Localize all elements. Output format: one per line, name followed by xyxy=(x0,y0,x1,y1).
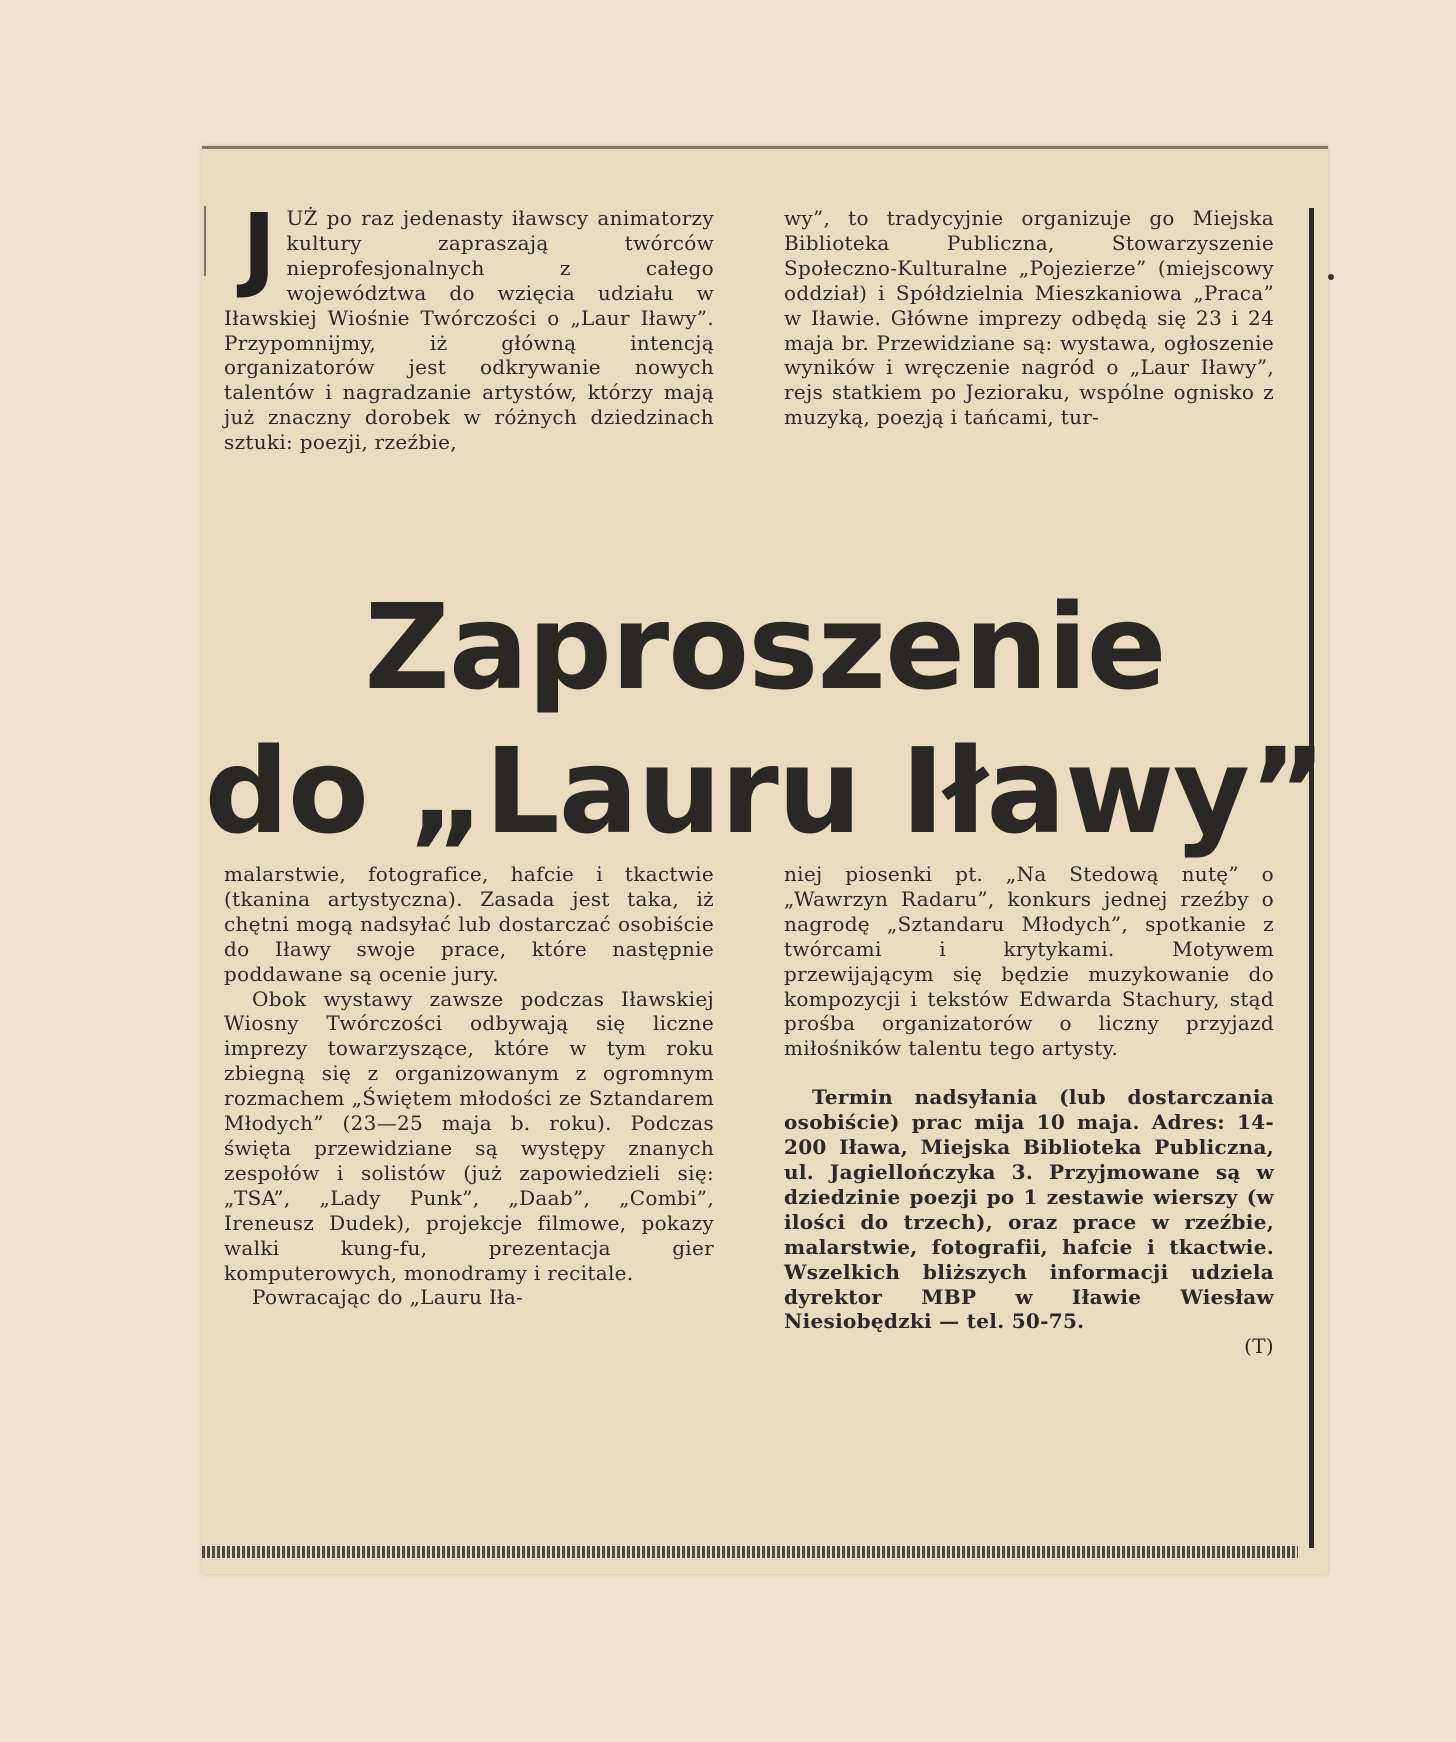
headline-line-2: do „Lauru Iławy” xyxy=(204,722,1326,860)
drop-cap: J xyxy=(242,194,277,301)
deadline-paragraph: Termin nadsyłania (lub dostarczania osobiście) prac mija 10 maja. Adres: 14-200 Iława, Miejska Biblioteka Publiczna, ul. Jagiellończyka 3. Przyjmowane są w dziedzinie poezji po 1 zestawie wierszy (w ilości do trzech), oraz prace w rzeźbie, malarstwie, fotografii, hafcie i tkactwie. Wszelkich bliższych informacji udziela dyrektor MBP w Iławie Wiesław Niesiobędzki — tel. 50-75. xyxy=(784,1085,1274,1334)
bottom-rule xyxy=(202,1546,1298,1558)
lead-continuation: wy”, to tradycyjnie organizuje go Miejska Biblioteka Publiczna, Stowarzyszenie Społeczno-Kulturalne „Pojezierze” (miejscowy oddział) i Spółdzielnia Mieszkaniowa „Praca” w Iławie. Główne imprezy odbędą się 23 i 24 maja br. Przewidziane są: wystawa, ogłoszenie wyników i wręczenie nagród o „Laur Iławy”, rejs statkiem po Jezioraku, wspólne ognisko z muzyką, poezją i tańcami, tur- xyxy=(784,206,1274,430)
article-column-1 xyxy=(224,194,714,455)
article-column-4 xyxy=(784,862,1274,1359)
paragraph: Obok wystawy zawsze podczas Iławskiej Wiosny Twórczości odbywają się liczne imprezy towarzyszące, które w tym roku zbiegną się z organizowanym z ogromnym rozmachem „Świętem młodości ze Sztandarem Młodych” (23—25 maja b. roku). Podczas święta przewidziane są występy znanych zespołów i solistów (już zapowiedzieli się: „TSA”, „Lady Punk”, „Daab”, „Combi”, Ireneusz Dudek), projekcje filmowe, pokazy walki kung-fu, prezentacja gier komputerowych, monodramy i recitale. xyxy=(224,986,714,1285)
article-column-3 xyxy=(224,862,714,1310)
headline-line-1: Zaproszenie xyxy=(364,578,1166,716)
lead-paragraph: UŻ po raz jedenasty iławscy animatorzy kultury zapraszają twórców nieprofesjonalnych z całego województwa do wzięcia udziału w Iławskiej Wiośnie Twórczości o „Laur Iławy”. Przypomnijmy, iż główną intencją organizatorów jest odkrywanie nowych talentów i nagradzanie artystów, którzy mają już znaczny dorobek w różnych dziedzinach sztuki: poezji, rzeźbie, xyxy=(224,206,714,455)
paragraph: niej piosenki pt. „Na Stedową nutę” o „Wawrzyn Radaru”, konkurs jednej rzeźby o nagrodę „Sztandaru Młodych”, spotkanie z twórcami i krytykami. Motywem przewijającym się będzie muzykowanie do kompozycji i tekstów Edwarda Stachury, stąd prośba organizatorów o liczny przyjazd miłośników talentu tego artysty. xyxy=(784,862,1274,1061)
newspaper-clipping xyxy=(202,146,1328,1574)
column-rule-left xyxy=(204,206,206,276)
author-signature: (T) xyxy=(1244,1334,1274,1359)
article-column-2 xyxy=(784,206,1274,430)
scan-mark xyxy=(1328,274,1334,280)
column-rule-right xyxy=(1309,208,1314,1548)
paragraph: Powracając do „Lauru Iła- xyxy=(252,1285,524,1310)
paragraph: malarstwie, fotografice, hafcie i tkactwie (tkanina artystyczna). Zasada jest taka, iż chętni mogą nadsyłać lub dostarczać osobiście do Iławy swoje prace, które następnie poddawane są ocenie jury. xyxy=(224,862,714,986)
